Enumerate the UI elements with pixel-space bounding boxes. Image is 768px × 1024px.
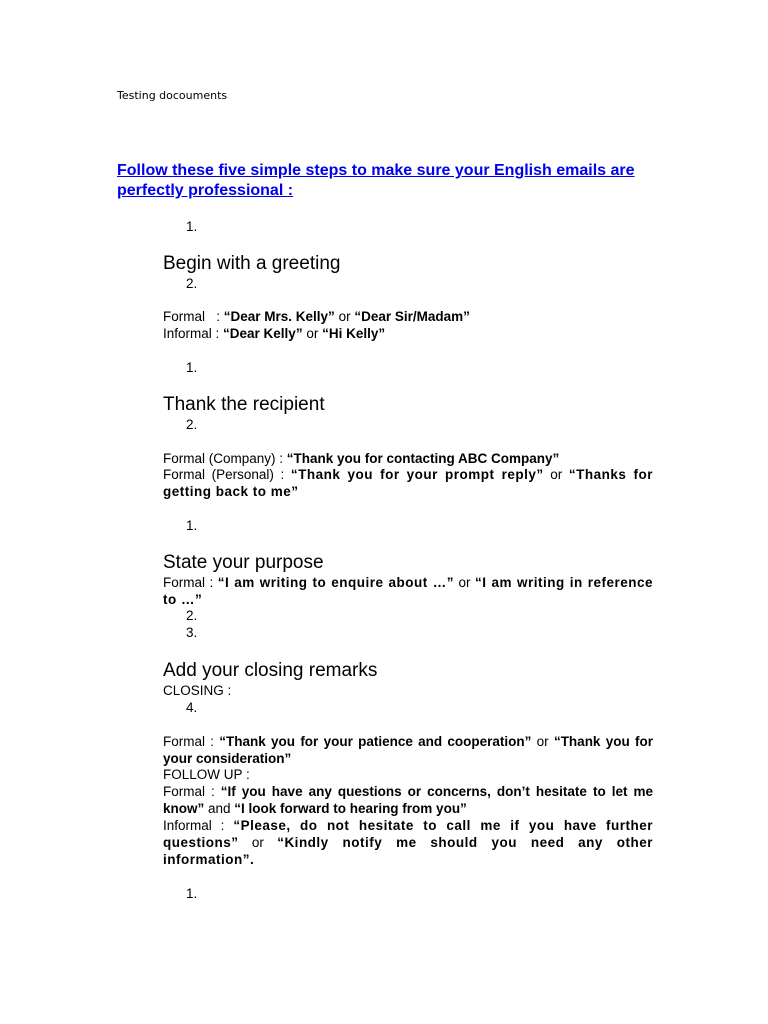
- list-marker: 3.: [186, 625, 198, 640]
- quote: “I am writing to enquire about …”: [217, 575, 454, 590]
- quote: “Please, do not hesitate to call me if you have further questions”: [163, 818, 653, 850]
- conjunction: or: [238, 834, 278, 850]
- quote: “Kindly notify me should you need any other information”: [163, 834, 653, 867]
- followup-formal-paragraph: [163, 784, 653, 818]
- quote: “Thank you for contacting ABC Company”: [286, 451, 560, 466]
- informal-label: Informal :: [163, 326, 224, 341]
- quote: “Thanks for getting back to me”: [163, 467, 653, 499]
- list-marker: 1.: [186, 360, 198, 375]
- greeting-informal-line: [163, 326, 653, 343]
- section-heading-closing: Add your closing remarks: [163, 660, 378, 681]
- quote: “Thank you for your consideration”: [163, 734, 653, 766]
- list-marker: 1.: [186, 886, 198, 901]
- quote: “If you have any questions or concerns, don’t hesitate to let me know”: [163, 784, 653, 816]
- list-marker: 2.: [186, 608, 198, 623]
- quote: “Thank you for your patience and cooperation”: [219, 734, 532, 749]
- thank-company-line: [163, 451, 653, 468]
- intro-link[interactable]: Follow these five simple steps to make sure your English emails are perfectly professional :: [117, 162, 635, 199]
- quote: “Dear Sir/Madam”: [354, 309, 470, 324]
- followup-informal-paragraph: [163, 818, 653, 868]
- formal-label: Formal :: [163, 784, 221, 799]
- quote: “Hi Kelly”: [322, 326, 386, 341]
- quote: “Thank you for your prompt reply”: [290, 467, 544, 482]
- formal-label: Formal (Company) :: [163, 451, 287, 466]
- quote: “Dear Mrs. Kelly”: [223, 309, 335, 324]
- purpose-paragraph: [163, 575, 653, 609]
- list-marker: 1.: [186, 219, 198, 234]
- quote: “I am writing in reference to …”: [163, 575, 653, 607]
- conjunction: or: [531, 734, 554, 749]
- thank-personal-paragraph: [163, 467, 653, 501]
- formal-label: Formal :: [163, 309, 224, 324]
- conjunction: or: [543, 467, 569, 482]
- quote: “Dear Kelly”: [223, 326, 303, 341]
- document-header: Testing docouments: [117, 89, 228, 102]
- closing-formal-paragraph: [163, 734, 653, 768]
- formal-label: Formal :: [163, 734, 220, 749]
- conjunction: or: [302, 326, 323, 341]
- formal-label: Formal :: [163, 575, 218, 590]
- formal-label: Formal (Personal) :: [163, 467, 291, 482]
- followup-label: FOLLOW UP :: [163, 767, 250, 782]
- list-marker: 4.: [186, 700, 198, 715]
- informal-label: Informal :: [163, 818, 234, 833]
- list-marker: 1.: [186, 518, 198, 533]
- section-heading-purpose: State your purpose: [163, 552, 324, 573]
- period: .: [250, 851, 255, 867]
- quote: “I look forward to hearing from you”: [234, 800, 467, 816]
- conjunction: or: [453, 575, 475, 590]
- conjunction: and: [204, 800, 235, 816]
- greeting-formal-line: [163, 309, 653, 326]
- list-marker: 2.: [186, 276, 198, 291]
- list-marker: 2.: [186, 417, 198, 432]
- section-heading-thank: Thank the recipient: [163, 394, 325, 415]
- section-heading-greeting: Begin with a greeting: [163, 253, 341, 274]
- conjunction: or: [334, 309, 355, 324]
- closing-label: CLOSING :: [163, 683, 232, 698]
